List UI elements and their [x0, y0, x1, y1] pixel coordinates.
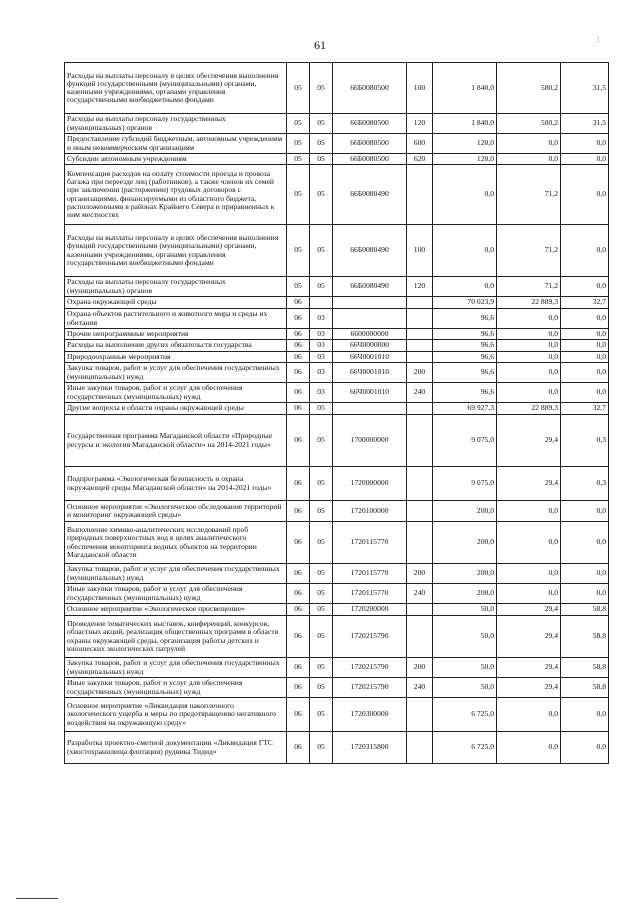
row-plan: 6 725,0 — [433, 732, 497, 764]
row-vr — [407, 329, 433, 340]
page-number: 61 — [314, 38, 326, 52]
row-name: Компенсация расходов на оплату стоимости проезда и провоза багажа при переезде лиц (работников), а также членов их семей при заключении (расторжении) трудовых договоров с организациями, финансируемыми из областного бюджета, расположенными в районах Крайнего Севера и приравненных к ним местностях — [65, 165, 287, 225]
row-percent: 0,0 — [561, 225, 609, 277]
table-row — [65, 154, 609, 165]
row-name: Природоохранные мероприятия — [65, 352, 287, 363]
row-pr: 05 — [310, 616, 333, 658]
row-csr — [333, 309, 407, 329]
row-plan: 96,6 — [433, 329, 497, 340]
table-row — [65, 329, 609, 340]
row-csr: 1720215790 — [333, 678, 407, 698]
row-pr: 05 — [310, 415, 333, 467]
row-rz: 06 — [287, 383, 310, 403]
row-name: Государственная программа Магаданской области «Природные ресурсы и экология Магаданской области» на 2014-2021 годы» — [65, 415, 287, 467]
row-rz: 06 — [287, 329, 310, 340]
row-exec: 0,0 — [497, 584, 561, 604]
row-exec: 29,4 — [497, 678, 561, 698]
row-csr: 66Б0080500 — [333, 114, 407, 134]
row-percent: 31,5 — [561, 114, 609, 134]
row-exec: 71,2 — [497, 165, 561, 225]
row-vr — [407, 403, 433, 415]
row-vr — [407, 732, 433, 764]
row-plan: 96,6 — [433, 352, 497, 363]
row-vr: 620 — [407, 154, 433, 165]
row-percent: 0,0 — [561, 501, 609, 522]
row-plan: 9 075,0 — [433, 415, 497, 467]
row-vr — [407, 297, 433, 309]
row-name: Выполнение химико-аналитических исследований проб природных поверхностных вод в целях аналитического обеспечения мониторинга водных объектов на территории Магаданской области — [65, 522, 287, 564]
row-exec: 0,0 — [497, 134, 561, 154]
row-rz: 05 — [287, 63, 310, 114]
row-name: Разработка проектно-сметной документации «Ликвидация ГТС (хвостохранилища флотации) рудника Тидид» — [65, 732, 287, 764]
row-exec: 0,0 — [497, 698, 561, 732]
row-pr: 05 — [310, 63, 333, 114]
row-rz: 06 — [287, 616, 310, 658]
row-csr: 1720000000 — [333, 467, 407, 501]
row-exec: 0,0 — [497, 383, 561, 403]
row-rz: 06 — [287, 658, 310, 678]
row-rz: 06 — [287, 678, 310, 698]
row-csr: 66Б0080490 — [333, 225, 407, 277]
row-vr — [407, 604, 433, 616]
row-exec: 22 889,3 — [497, 403, 561, 415]
row-plan: 70 023,9 — [433, 297, 497, 309]
row-percent: 0,0 — [561, 329, 609, 340]
row-percent: 58,8 — [561, 658, 609, 678]
row-csr: 1720100000 — [333, 501, 407, 522]
row-percent: 32,7 — [561, 297, 609, 309]
row-plan: 50,0 — [433, 658, 497, 678]
table-row — [65, 522, 609, 564]
row-pr: 05 — [310, 658, 333, 678]
row-csr: 1700000000 — [333, 415, 407, 467]
table-row — [65, 584, 609, 604]
row-name: Другие вопросы в области охраны окружающей среды — [65, 403, 287, 415]
row-plan: 69 927,3 — [433, 403, 497, 415]
row-rz: 06 — [287, 340, 310, 352]
row-pr: 05 — [310, 277, 333, 297]
row-vr: 100 — [407, 63, 433, 114]
row-rz: 05 — [287, 225, 310, 277]
row-percent: 0,3 — [561, 415, 609, 467]
table-row — [65, 114, 609, 134]
row-plan: 200,0 — [433, 564, 497, 584]
row-exec: 0,0 — [497, 309, 561, 329]
row-plan: 200,0 — [433, 584, 497, 604]
row-vr — [407, 522, 433, 564]
table-row — [65, 383, 609, 403]
row-exec: 71,2 — [497, 277, 561, 297]
row-name: Прочие непрограммные мероприятия — [65, 329, 287, 340]
row-pr: 05 — [310, 165, 333, 225]
row-csr: 1720215790 — [333, 658, 407, 678]
row-name: Основное мероприятие «Экологическое обследование территорий и мониторинг окружающей среды» — [65, 501, 287, 522]
table-row — [65, 134, 609, 154]
table-row — [65, 340, 609, 352]
row-csr: 66Б0080490 — [333, 277, 407, 297]
row-name: Основное мероприятие «Экологическое просвещение» — [65, 604, 287, 616]
row-rz: 06 — [287, 501, 310, 522]
row-plan: 0,0 — [433, 225, 497, 277]
row-pr — [310, 297, 333, 309]
row-csr: 66Ч0001010 — [333, 383, 407, 403]
row-percent: 0,0 — [561, 277, 609, 297]
table-row — [65, 658, 609, 678]
row-exec: 580,2 — [497, 114, 561, 134]
row-rz: 05 — [287, 277, 310, 297]
row-exec: 29,4 — [497, 467, 561, 501]
row-rz: 06 — [287, 415, 310, 467]
row-vr — [407, 352, 433, 363]
row-exec: 29,4 — [497, 415, 561, 467]
row-exec: 29,4 — [497, 658, 561, 678]
row-exec: 0,0 — [497, 154, 561, 165]
row-name: Расходы на выплаты персоналу в целях обеспечения выполнения функций государственными (муниципальными) органами, казенными учреждениями, органами управления государственными внебюджетными фондами — [65, 225, 287, 277]
row-vr: 200 — [407, 564, 433, 584]
table-row — [65, 415, 609, 467]
row-vr: 100 — [407, 225, 433, 277]
row-pr: 03 — [310, 329, 333, 340]
row-vr: 200 — [407, 658, 433, 678]
row-csr: 6600000000 — [333, 329, 407, 340]
row-exec: 0,0 — [497, 363, 561, 383]
row-vr — [407, 309, 433, 329]
row-percent: 0,0 — [561, 154, 609, 165]
row-exec: 71,2 — [497, 225, 561, 277]
row-csr: 66Ч0001010 — [333, 363, 407, 383]
row-name: Охрана окружающей среды — [65, 297, 287, 309]
row-rz: 06 — [287, 698, 310, 732]
row-pr: 05 — [310, 114, 333, 134]
row-percent: 31,5 — [561, 63, 609, 114]
row-csr: 66Б0080490 — [333, 165, 407, 225]
row-csr: 66Б0080500 — [333, 134, 407, 154]
row-pr: 05 — [310, 732, 333, 764]
row-pr: 05 — [310, 678, 333, 698]
row-percent: 0,0 — [561, 698, 609, 732]
row-vr — [407, 340, 433, 352]
row-percent: 0,0 — [561, 309, 609, 329]
row-csr — [333, 297, 407, 309]
row-rz: 05 — [287, 165, 310, 225]
table-row — [65, 564, 609, 584]
row-vr — [407, 698, 433, 732]
row-plan: 6 725,0 — [433, 698, 497, 732]
row-pr: 05 — [310, 522, 333, 564]
row-plan: 50,0 — [433, 616, 497, 658]
row-plan: 120,0 — [433, 154, 497, 165]
row-vr — [407, 616, 433, 658]
row-percent: 0,0 — [561, 165, 609, 225]
row-plan: 1 840,0 — [433, 114, 497, 134]
row-exec: 0,0 — [497, 732, 561, 764]
row-percent: 0,0 — [561, 340, 609, 352]
row-exec: 0,0 — [497, 501, 561, 522]
row-exec: 0,0 — [497, 352, 561, 363]
row-pr: 05 — [310, 501, 333, 522]
row-pr: 03 — [310, 352, 333, 363]
row-pr: 05 — [310, 134, 333, 154]
row-plan: 0,0 — [433, 165, 497, 225]
footer-rule — [16, 898, 58, 899]
table-row — [65, 225, 609, 277]
budget-table-body — [65, 63, 609, 764]
row-csr: 1720115770 — [333, 564, 407, 584]
row-pr: 05 — [310, 225, 333, 277]
row-name: Проведение тематических выставок, конференций, конкурсов, областных акций, реализация общественных программ в области охраны окружающей среды, организация работы детских и юношеских экологических патрулей — [65, 616, 287, 658]
row-pr: 05 — [310, 604, 333, 616]
row-vr: 240 — [407, 678, 433, 698]
row-exec: 0,0 — [497, 329, 561, 340]
row-percent: 0,0 — [561, 134, 609, 154]
row-csr: 66Б0080500 — [333, 63, 407, 114]
row-pr: 05 — [310, 698, 333, 732]
row-vr — [407, 165, 433, 225]
row-plan: 200,0 — [433, 501, 497, 522]
table-row — [65, 604, 609, 616]
row-rz: 05 — [287, 154, 310, 165]
row-csr: 1720115770 — [333, 584, 407, 604]
row-rz: 05 — [287, 134, 310, 154]
row-csr: 1720315800 — [333, 732, 407, 764]
row-percent: 0,0 — [561, 584, 609, 604]
table-row — [65, 165, 609, 225]
row-plan: 0,0 — [433, 277, 497, 297]
row-plan: 1 840,0 — [433, 63, 497, 114]
row-exec: 0,0 — [497, 564, 561, 584]
row-pr: 05 — [310, 467, 333, 501]
row-csr: 66Ч0000000 — [333, 340, 407, 352]
row-name: Предоставление субсидий бюджетным, автономным учреждениям и иным некоммерческим организациям — [65, 134, 287, 154]
row-csr: 1720215790 — [333, 616, 407, 658]
table-row — [65, 403, 609, 415]
row-exec: 0,0 — [497, 340, 561, 352]
row-percent: 0,0 — [561, 383, 609, 403]
row-plan: 200,0 — [433, 522, 497, 564]
row-pr: 05 — [310, 584, 333, 604]
row-rz: 06 — [287, 352, 310, 363]
row-name: Расходы на выплаты персоналу государственных (муниципальных) органов — [65, 114, 287, 134]
table-row — [65, 297, 609, 309]
table-row — [65, 352, 609, 363]
row-rz: 06 — [287, 732, 310, 764]
row-vr: 200 — [407, 363, 433, 383]
row-name: Закупка товаров, работ и услуг для обеспечения государственных (муниципальных) нужд — [65, 363, 287, 383]
table-row — [65, 467, 609, 501]
row-name: Охрана объектов растительного и животного мира и среды их обитания — [65, 309, 287, 329]
row-rz: 06 — [287, 584, 310, 604]
row-exec: 29,4 — [497, 616, 561, 658]
row-percent: 0,0 — [561, 363, 609, 383]
table-row — [65, 363, 609, 383]
row-rz: 06 — [287, 522, 310, 564]
row-plan: 96,6 — [433, 363, 497, 383]
row-vr: 120 — [407, 277, 433, 297]
row-rz: 06 — [287, 297, 310, 309]
row-vr: 120 — [407, 114, 433, 134]
row-pr: 03 — [310, 340, 333, 352]
row-csr: 1720200000 — [333, 604, 407, 616]
table-row — [65, 732, 609, 764]
row-name: Иные закупки товаров, работ и услуг для обеспечения государственных (муниципальных) нужд — [65, 383, 287, 403]
row-csr — [333, 403, 407, 415]
row-csr: 1720115770 — [333, 522, 407, 564]
table-row — [65, 698, 609, 732]
table-row — [65, 309, 609, 329]
row-name: Иные закупки товаров, работ и услуг для обеспечения государственных (муниципальных) нужд — [65, 584, 287, 604]
row-pr: 05 — [310, 154, 333, 165]
row-exec: 580,2 — [497, 63, 561, 114]
row-name: Субсидии автономным учреждениям — [65, 154, 287, 165]
row-percent: 0,0 — [561, 352, 609, 363]
row-name: Основное мероприятие «Ликвидация накопленного экологического ущерба и меры по предотвращению негативного воздействия на окружающую среду» — [65, 698, 287, 732]
row-name: Закупка товаров, работ и услуг для обеспечения государственных (муниципальных) нужд — [65, 658, 287, 678]
table-row — [65, 63, 609, 114]
row-csr: 66Б0080500 — [333, 154, 407, 165]
row-pr: 03 — [310, 309, 333, 329]
table-row — [65, 678, 609, 698]
row-rz: 06 — [287, 309, 310, 329]
row-plan: 96,6 — [433, 309, 497, 329]
row-rz: 06 — [287, 363, 310, 383]
row-csr: 1720300000 — [333, 698, 407, 732]
table-row — [65, 501, 609, 522]
row-name: Расходы на выплаты персоналу государственных (муниципальных) органов — [65, 277, 287, 297]
row-name: Расходы на выплаты персоналу в целях обеспечения выполнения функций государственными (муниципальными) органами, казенными учреждениями, органами управления государственными внебюджетными фондами — [65, 63, 287, 114]
row-percent: 0,0 — [561, 564, 609, 584]
row-percent: 58,8 — [561, 604, 609, 616]
row-exec: 29,4 — [497, 604, 561, 616]
row-vr — [407, 415, 433, 467]
row-exec: 0,0 — [497, 522, 561, 564]
row-vr — [407, 467, 433, 501]
row-vr: 600 — [407, 134, 433, 154]
row-name: Закупка товаров, работ и услуг для обеспечения государственных (муниципальных) нужд — [65, 564, 287, 584]
row-rz: 06 — [287, 604, 310, 616]
row-percent: 0,0 — [561, 732, 609, 764]
row-plan: 120,0 — [433, 134, 497, 154]
row-csr: 66Ч0001010 — [333, 352, 407, 363]
row-vr — [407, 501, 433, 522]
row-rz: 06 — [287, 403, 310, 415]
corner-mark: : — [597, 34, 600, 44]
row-percent: 32,7 — [561, 403, 609, 415]
row-name: Расходы на выполнение других обязательств государства — [65, 340, 287, 352]
row-plan: 50,0 — [433, 678, 497, 698]
row-rz: 06 — [287, 564, 310, 584]
row-vr: 240 — [407, 584, 433, 604]
row-pr: 03 — [310, 363, 333, 383]
row-pr: 05 — [310, 564, 333, 584]
row-exec: 22 889,3 — [497, 297, 561, 309]
row-plan: 50,0 — [433, 604, 497, 616]
table-row — [65, 277, 609, 297]
row-rz: 05 — [287, 114, 310, 134]
row-name: Подпрограмма «Экологическая безопасность и охрана окружающей среды Магаданской области» на 2014-2021 годы» — [65, 467, 287, 501]
table-row — [65, 616, 609, 658]
row-percent: 58,8 — [561, 678, 609, 698]
row-percent: 58,8 — [561, 616, 609, 658]
row-name: Иные закупки товаров, работ и услуг для обеспечения государственных (муниципальных) нужд — [65, 678, 287, 698]
row-plan: 96,6 — [433, 340, 497, 352]
row-plan: 9 075,0 — [433, 467, 497, 501]
row-percent: 0,0 — [561, 522, 609, 564]
row-pr: 05 — [310, 403, 333, 415]
row-percent: 0,3 — [561, 467, 609, 501]
row-vr: 240 — [407, 383, 433, 403]
row-pr: 03 — [310, 383, 333, 403]
row-plan: 96,6 — [433, 383, 497, 403]
row-rz: 06 — [287, 467, 310, 501]
budget-table — [64, 62, 609, 764]
